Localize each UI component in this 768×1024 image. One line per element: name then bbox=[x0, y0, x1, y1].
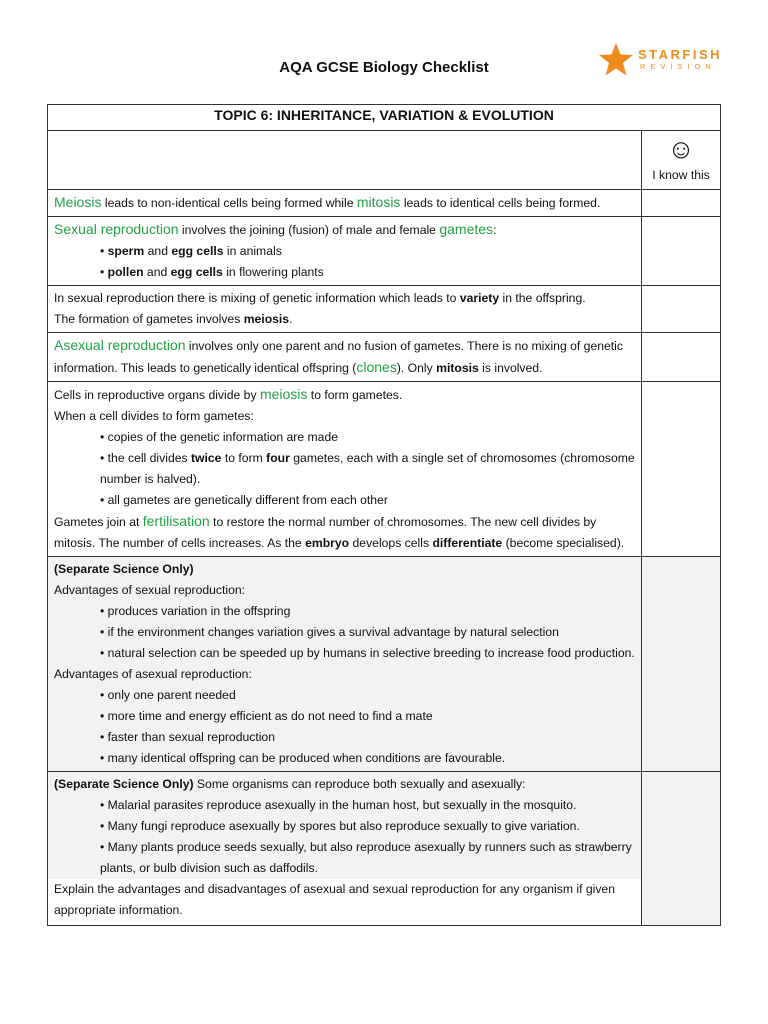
checklist-row-7 bbox=[48, 772, 721, 926]
bullet-item: • faster than sexual reproduction bbox=[100, 730, 275, 744]
row-text bbox=[48, 190, 642, 217]
bullet-item: • if the environment changes variation gives a survival advantage by natural selection bbox=[100, 625, 559, 639]
smiley-face-icon: ☺ bbox=[667, 134, 695, 164]
tick-box[interactable] bbox=[642, 382, 721, 557]
section-note: (Separate Science Only) bbox=[54, 562, 194, 576]
bullet-item: • more time and energy efficient as do not need to find a mate bbox=[100, 709, 433, 723]
checklist-row-1 bbox=[48, 190, 721, 217]
text: leads to non-identical cells being formed while bbox=[101, 196, 357, 210]
know-header-cell bbox=[642, 131, 721, 190]
highlight-term: mitosis bbox=[356, 194, 401, 210]
row-text bbox=[48, 217, 642, 286]
checklist-row-2 bbox=[48, 217, 721, 286]
bullet-item: • Malarial parasites reproduce asexually in the human host, but sexually in the mosquito. bbox=[100, 798, 577, 812]
bullet-item: • many identical offspring can be produced when conditions are favourable. bbox=[100, 751, 506, 765]
starfish-logo bbox=[598, 42, 728, 78]
tick-box[interactable] bbox=[642, 217, 721, 286]
know-label: I know this bbox=[652, 168, 710, 182]
tick-box[interactable] bbox=[642, 557, 721, 772]
logo-word-starfish: STARFISH bbox=[638, 47, 723, 62]
bullet-item: • natural selection can be speeded up by humans in selective breeding to increase food production. bbox=[100, 646, 635, 660]
bullet-item: • all gametes are genetically different from each other bbox=[100, 493, 388, 507]
tick-box[interactable] bbox=[642, 190, 721, 217]
text: When a cell divides to form gametes: bbox=[54, 409, 254, 423]
bullet-item: • the cell divides twice to form four gametes, each with a single set of chromosomes (chromosome number is halved). bbox=[100, 451, 635, 486]
bullet-item: • copies of the genetic information are made bbox=[100, 430, 338, 444]
page-title: AQA GCSE Biology Checklist bbox=[279, 59, 489, 76]
highlight-term: Sexual reproduction bbox=[54, 221, 179, 237]
topic-heading: TOPIC 6: INHERITANCE, VARIATION & EVOLUTION bbox=[48, 105, 721, 131]
bullet-item: • only one parent needed bbox=[100, 688, 236, 702]
bullet-item: • Many plants produce seeds sexually, but also reproduce asexually by runners such as strawberry plants, or bulb division such as daffodils. bbox=[100, 840, 632, 875]
highlight-term: Meiosis bbox=[54, 194, 102, 210]
star-icon bbox=[598, 42, 634, 78]
checklist-row-6 bbox=[48, 557, 721, 772]
bullet-item: • pollen and egg cells in flowering plants bbox=[100, 265, 324, 279]
row-text: In sexual reproduction there is mixing of genetic information which leads to variety in the offspring. The formation of gametes involves meiosis. bbox=[48, 286, 642, 333]
tick-box[interactable] bbox=[642, 286, 721, 333]
checklist-row-4 bbox=[48, 333, 721, 382]
text: : bbox=[493, 223, 497, 237]
text: leads to identical cells being formed. bbox=[400, 196, 601, 210]
bullet-item: • Many fungi reproduce asexually by spores but also reproduce sexually to give variation. bbox=[100, 819, 580, 833]
tick-box[interactable] bbox=[642, 333, 721, 382]
row-text: Cells in reproductive organs divide by meiosis to form gametes. When a cell divides to form gametes: • copies of the genetic information are made • the cell divides twice to form four gametes, each with a single set of chromosomes (chromosome number is halved). • all gametes are genetically different from each other Gametes join at fertilisation to restore the normal number of chromosomes. The new cell divides by mitosis. The number of cells increases. As the embryo develops cells differentiate (become specialised). bbox=[48, 382, 642, 557]
logo-word-revision: REVISION bbox=[640, 62, 716, 71]
text: Advantages of sexual reproduction: bbox=[54, 583, 246, 597]
row-text: (Separate Science Only) Some organisms can reproduce both sexually and asexually: • Malarial parasites reproduce asexually in the human host, but sexually in the mosquito. • Many fungi reproduce asexually by spores but also reproduce sexually to give variation. • Many plants produce seeds sexually, but also reproduce asexually by runners such as strawberry plants, or bulb division such as daffodils. Explain the advantages and disadvantages of asexual and sexual reproduction for any organism if given appropriate information. bbox=[48, 772, 642, 926]
bullet-item: • sperm and egg cells in animals bbox=[100, 244, 282, 258]
tick-box[interactable] bbox=[642, 772, 721, 926]
highlight-term: gametes bbox=[439, 221, 494, 237]
row-text bbox=[48, 557, 642, 772]
text: involves the joining (fusion) of male and female bbox=[178, 223, 440, 237]
checklist-row-3 bbox=[48, 286, 721, 333]
header-blank-cell bbox=[48, 131, 642, 190]
text: Explain the advantages and disadvantages of asexual and sexual reproduction for any organism if given appropriate information. bbox=[48, 879, 641, 925]
checklist-table bbox=[47, 104, 721, 926]
row-text: Asexual reproduction involves only one parent and no fusion of gametes. There is no mixing of genetic information. This leads to genetically identical offspring (clones). Only mitosis is involved. bbox=[48, 333, 642, 382]
text: Advantages of asexual reproduction: bbox=[54, 667, 252, 681]
bullet-item: • produces variation in the offspring bbox=[100, 604, 291, 618]
checklist-row-5 bbox=[48, 382, 721, 557]
